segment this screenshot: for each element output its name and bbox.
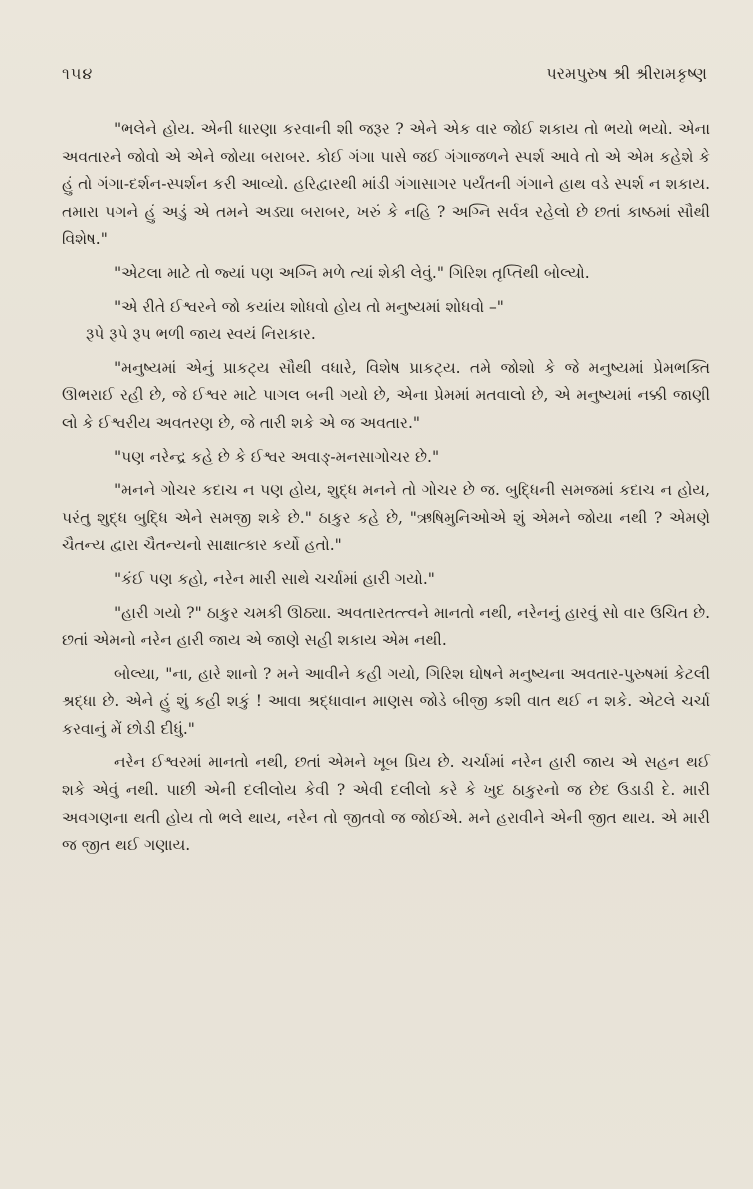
paragraph: "હારી ગયો ?" ઠાકુર ચમકી ઊઠ્યા. અવતારતત્ત્વને માનતો નથી, નરેનનું હારવું સો વાર ઉચિત છે. છતાં એમનો નરેન હારી જાય એ જાણે સહી શકાય એમ નથી. bbox=[62, 603, 710, 650]
verse-line: "એ રીતે ઈશ્વરને જો કયાંય શોધવો હોય તો મનુષ્યમાં શોધવો –" bbox=[114, 297, 504, 316]
verse-line: રૂપે રૂપે રૂપ ભળી જાય સ્વયં નિરાકાર. bbox=[86, 325, 316, 344]
paragraph: "ભલેને હોય. એની ધારણા કરવાની શી જરૂર ? એને એક વાર જોઈ શકાય તો ભયો ભયો. એના અવતારને જોવો એ એને જોયા બરાબર. કોઈ ગંગા પાસે જઈ ગંગાજળને સ્પર્શ આવે તો એ એમ કહેશે કે હું તો ગંગા-દર્શન-સ્પર્શન કરી આવ્યો. હરિદ્વારથી માંડી ગંગાસાગર પર્યંતની ગંગાને હાથ વડે સ્પર્શ ન શકાય. તમારા પગને હું અડું એ તમને અડ્યા બરાબર, ખરું કે નહિ ? અગ્નિ સર્વત્ર રહેલો છે છતાં કાષ્ઠમાં સૌથી વિશેષ." bbox=[62, 120, 710, 249]
paragraph: "પણ નરેન્દ્ર કહે છે કે ઈશ્વર અવાઙ્-મનસાગોચર છે." bbox=[114, 447, 440, 466]
paragraph: બોલ્યા, "ના, હારે શાનો ? મને આવીને કહી ગયો, ગિરિશ ઘોષને મનુષ્યના અવતાર-પુરુષમાં કેટલી શ્રદ્ધા છે. એને હું શું કહી શકું ! આવા શ્રદ્ધાવાન માણસ જોડે બીજી કશી વાત થઈ ન શકે. એટલે ચર્ચા કરવાનું મેં છોડી દીધું." bbox=[62, 664, 710, 738]
body-text bbox=[62, 116, 710, 866]
paragraph: નરેન ઈશ્વરમાં માનતો નથી, છતાં એમને ખૂબ પ્રિય છે. ચર્ચામાં નરેન હારી જાય એ સહન થઈ શકે એવું નથી. પાછી એની દલીલોય કેવી ? એવી દલીલો કરે કે ખુદ ઠાકુરનો જ છેદ ઉડાડી દે. મારી અવગણના થતી હોય તો ભલે થાય, નરેન તો જીતવો જ જોઈએ. મને હરાવીને એની જીત થાય. એ મારી જ જીત થઈ ગણાય. bbox=[62, 753, 710, 855]
running-head: પરમપુરુષ શ્રી શ્રીરામકૃષ્ણ bbox=[546, 64, 707, 83]
paragraph: "એટલા માટે તો જ્યાં પણ અગ્નિ મળે ત્યાં શેકી લેવું." ગિરિશ તૃપ્તિથી બોલ્યો. bbox=[114, 263, 590, 282]
paragraph: "કંઈ પણ કહો, નરેન મારી સાથે ચર્ચામાં હારી ગયો." bbox=[114, 569, 435, 588]
paragraph: "મનુષ્યમાં એનું પ્રાકટ્ય સૌથી વધારે, વિશેષ પ્રાકટ્ય. તમે જોશો કે જે મનુષ્યમાં પ્રેમભક્તિ ઊભરાઈ રહી છે, જે ઈશ્વર માટે પાગલ બની ગયો છે, એના પ્રેમમાં મતવાલો છે, એ મનુષ્યમાં નક્કી જાણી લો કે ઈશ્વરીય અવતરણ છે, જે તારી શકે એ જ અવતાર." bbox=[62, 358, 710, 432]
page-header bbox=[62, 64, 707, 94]
page-number: ૧૫૪ bbox=[62, 64, 94, 83]
verse-quote bbox=[62, 294, 710, 349]
paragraph: "મનને ગોચર કદાચ ન પણ હોય, શુદ્ધ મનને તો ગોચર છે જ. બુદ્ધિની સમજમાં કદાચ ન હોય, પરંતુ શુદ્ધ બુદ્ધિ એને સમજી શકે છે." ઠાકુર કહે છે, "ઋષિમુનિઓએ શું એમને જોયા નથી ? એમણે ચૈતન્ય દ્વારા ચૈતન્યનો સાક્ષાત્કાર કર્યો હતો." bbox=[62, 481, 710, 555]
